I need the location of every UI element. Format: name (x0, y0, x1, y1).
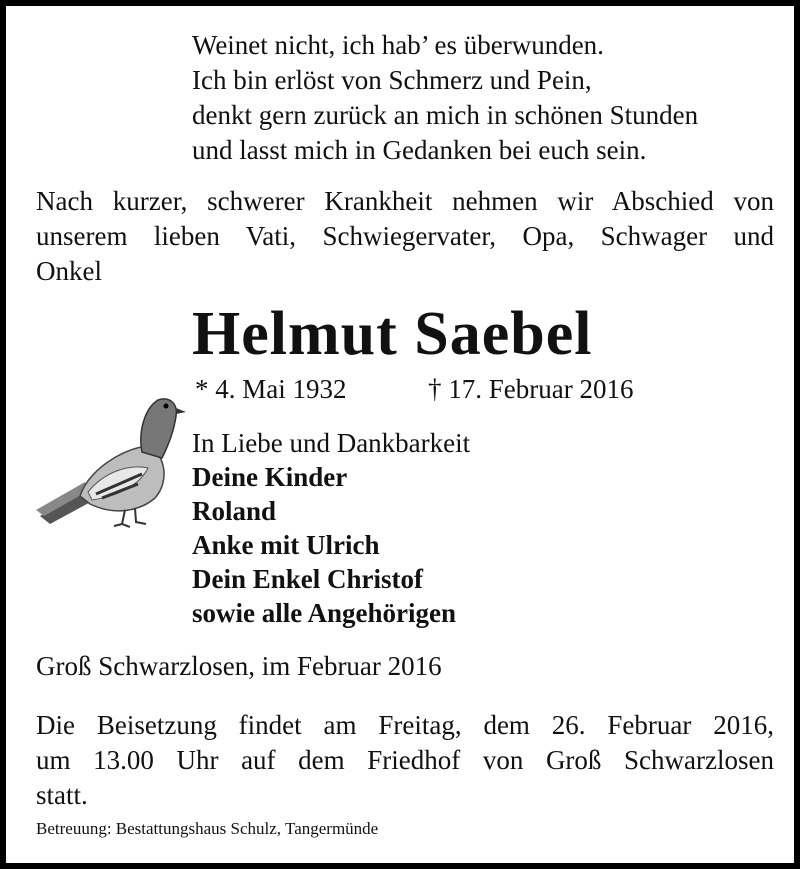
signers-intro: In Liebe und Dankbarkeit (192, 428, 471, 458)
intro-line: unserem lieben Vati, Schwiegervater, Opa, Schwager und (36, 221, 774, 251)
funeral-info (36, 708, 774, 813)
poem-line: Ich bin erlöst von Schmerz und Pein, (192, 65, 592, 95)
death-date: † 17. Februar 2016 (428, 374, 634, 404)
funeral-line: um 13.00 Uhr auf dem Friedhof von Groß Schwarzlosen (36, 745, 774, 775)
deceased-name: Helmut Saebel (192, 300, 593, 368)
place-date: Groß Schwarzlosen, im Februar 2016 (36, 651, 442, 681)
signers (192, 426, 470, 630)
signer-name: Dein Enkel Christof (192, 564, 424, 594)
intro-line: Onkel (36, 256, 102, 286)
footer-credit: Betreuung: Bestattungshaus Schulz, Tangermünde (36, 819, 379, 838)
signer-name: sowie alle Angehörigen (192, 598, 456, 628)
signer-name: Anke mit Ulrich (192, 530, 380, 560)
pigeon-icon (30, 386, 190, 536)
funeral-line: statt. (36, 780, 88, 810)
signer-name: Deine Kinder (192, 462, 348, 492)
poem (192, 28, 792, 168)
poem-line: Weinet nicht, ich hab’ es überwunden. (192, 30, 604, 60)
funeral-line: Die Beisetzung findet am Freitag, dem 26. Februar 2016, (36, 710, 774, 740)
poem-line: denkt gern zurück an mich in schönen Stunden (192, 100, 699, 130)
intro-text (36, 184, 774, 289)
birth-date: * 4. Mai 1932 (195, 374, 347, 404)
poem-line: und lasst mich in Gedanken bei euch sein. (192, 135, 647, 165)
intro-line: Nach kurzer, schwerer Krankheit nehmen wir Abschied von (36, 186, 774, 216)
signer-name: Roland (192, 496, 277, 526)
